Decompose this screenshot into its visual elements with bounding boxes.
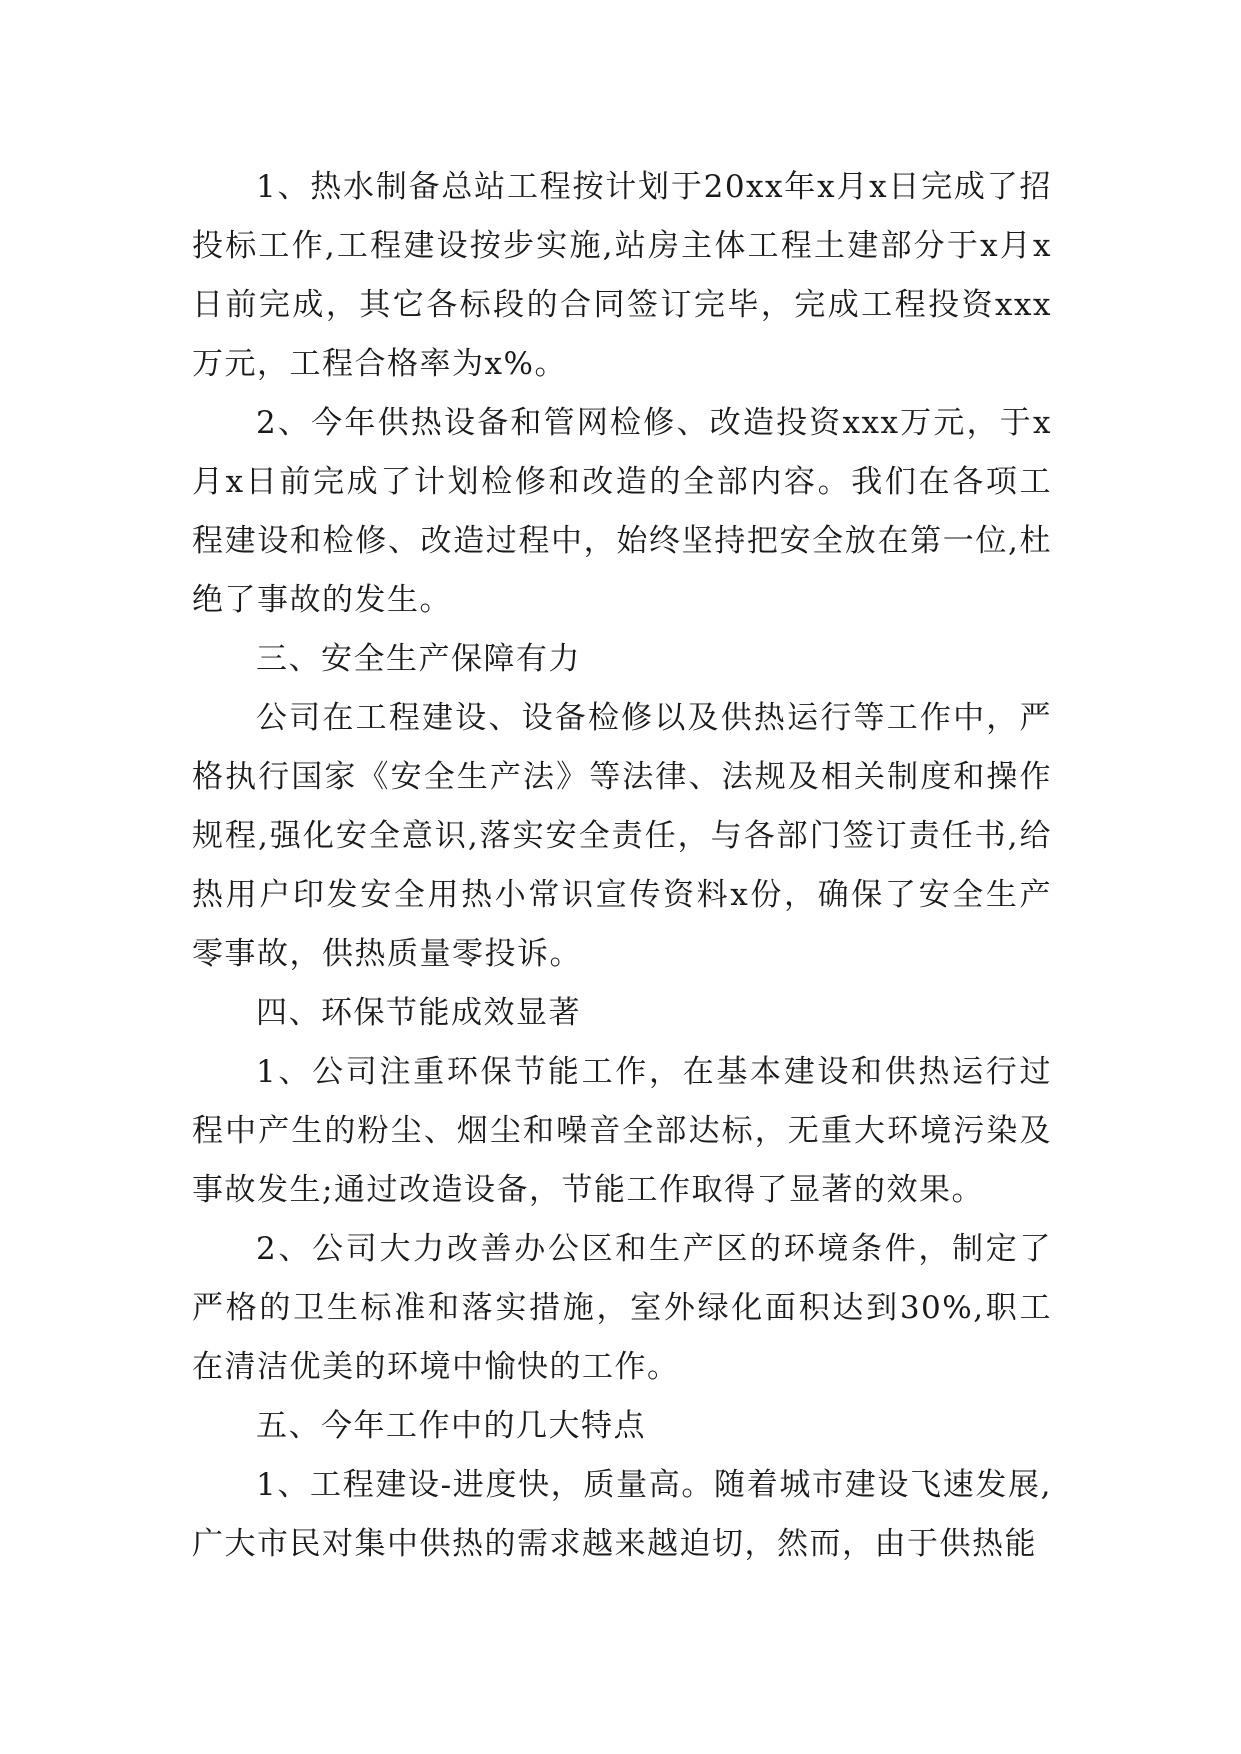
paragraph-energy-saving: 1、公司注重环保节能工作，在基本建设和供热运行过程中产生的粉尘、烟尘和噪音全部达标，无重大环境污染及事故发生;通过改造设备，节能工作取得了显著的效果。 <box>192 1054 1052 1208</box>
paragraph-office-environment: 2、公司大力改善办公区和生产区的环境条件，制定了严格的卫生标准和落实措施，室外绿化面积达到30%,职工在清洁优美的环境中愉快的工作。 <box>192 1231 1052 1385</box>
paragraph-construction-progress: 1、工程建设-进度快，质量高。随着城市建设飞速发展,广大市民对集中供热的需求越来越迫切，然而，由于供热能 <box>192 1467 1052 1562</box>
paragraph-pipe-network: 2、今年供热设备和管网检修、改造投资xxx万元，于x月x日前完成了计划检修和改造的全部内容。我们在各项工程建设和检修、改造过程中，始终坚持把安全放在第一位,杜绝了事故的发生。 <box>192 405 1052 618</box>
section-heading-features: 五、今年工作中的几大特点 <box>256 1408 646 1444</box>
section-heading-safety: 三、安全生产保障有力 <box>256 641 581 677</box>
paragraph-safety: 公司在工程建设、设备检修以及供热运行等工作中，严格执行国家《安全生产法》等法律、法规及相关制度和操作规程,强化安全意识,落实安全责任，与各部门签订责任书,给热用户印发安全用热小常识宣传资料x份，确保了安全生产零事故，供热质量零投诉。 <box>192 700 1052 972</box>
paragraph-heat-station: 1、热水制备总站工程按计划于20xx年x月x日完成了招投标工作,工程建设按步实施,站房主体工程土建部分于x月x日前完成，其它各标段的合同签订完毕，完成工程投资xxx万元，工程合格率为x%。 <box>192 169 1052 382</box>
document-body <box>192 158 1052 1574</box>
section-heading-environment: 四、环保节能成效显著 <box>256 995 581 1031</box>
